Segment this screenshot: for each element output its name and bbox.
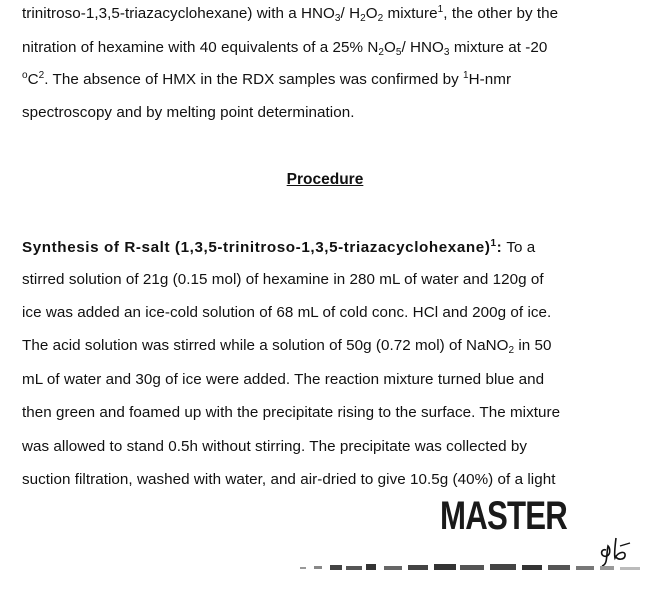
text-line-11: was allowed to stand 0.5h without stirring. The precipitate was collected by (22, 438, 527, 455)
text-line-9: mL of water and 30g of ice were added. The reaction mixture turned blue and (22, 371, 545, 388)
text-line-4: spectroscopy and by melting point determination. (22, 104, 355, 121)
text-line-1: trinitroso-1,3,5-triazacyclohexane) with a $HNO_3/$ $H_2O_2$ mixture$^1$, the other by the (22, 4, 559, 24)
text-line-3: $^oC^2$. The absence of HMX in the RDX samples was confirmed by $^1$H-nmr (22, 70, 512, 88)
text-line-2: nitration of hexamine with 40 equivalents of a 25% $N_2O_5/$ $HNO_3$ mixture at -20 (22, 39, 548, 58)
master-stamp: MASTER (440, 494, 568, 538)
procedure-heading: Procedure (286, 171, 364, 188)
text-line-12: suction filtration, washed with water, and air-dried to give 10.5g (40%) of a light (22, 471, 556, 488)
synthesis-title: Synthesis of R-salt (1,3,5-trinitroso-1,3,5-triazacyclohexane) (22, 239, 491, 256)
footer-illegible-stamp (300, 560, 650, 576)
text-line-10: then green and foamed up with the precipitate rising to the surface. The mixture (22, 404, 561, 421)
synthesis-heading-line: Synthesis of R-salt (1,3,5-trinitroso-1,3,5-triazacyclohexane)$^1$: To a (22, 238, 536, 256)
text-line-8: The acid solution was stirred while a solution of 50g (0.72 mol) of NaNO$_2$ in 50 (22, 337, 552, 356)
text-line-6: stirred solution of 21g (0.15 mol) of hexamine in 280 mL of water and 120g of (22, 271, 544, 288)
text-line-7: ice was added an ice-cold solution of 68 mL of cold conc. HCl and 200g of ice. (22, 304, 552, 321)
